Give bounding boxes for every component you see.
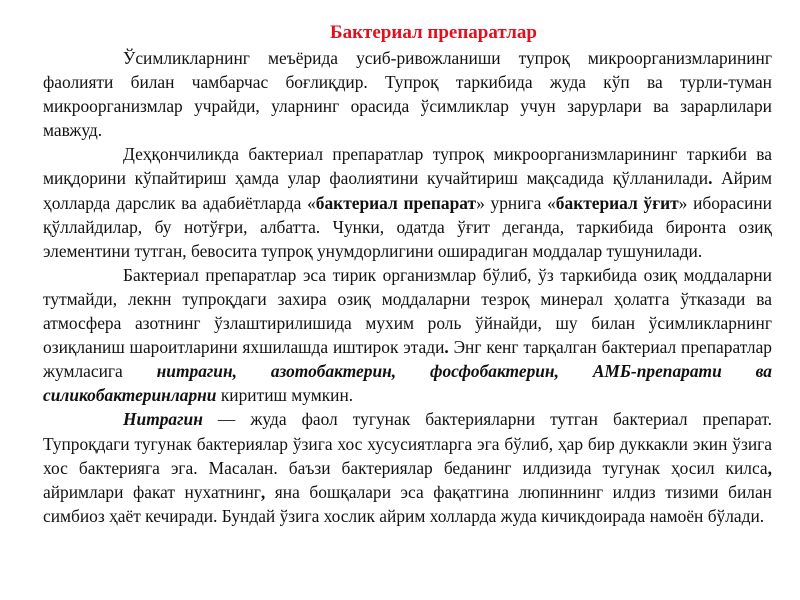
p4-bold-comma-1: , xyxy=(767,457,772,478)
paragraph-1 xyxy=(43,46,772,142)
p2-text-3: » урнига « xyxy=(476,192,556,213)
page-title: Бактериал препаратлар xyxy=(330,22,537,43)
p4-text-1: — жуда фаол тугунак бактерияларни тутган бактериал препарат. Тупроқдаги тугунак бактериялар ўзига хос хусусиятларга эга бўлиб, ҳар бир дуккакли экин ўзига хос бактерияга эга. Масалан. баъзи бактериялар беданинг илдизида тугунак ҳосил килса xyxy=(43,409,772,478)
p3-text-3: киритиш мумкин. xyxy=(216,385,354,406)
p4-text-3: яна бошқалари эса фақатгина люпиннинг илдиз тизими билан симбиоз ҳаёт кечиради. Бундай ўзига хослик айрим холларда жуда кичикдоирада намоён бўлади. xyxy=(43,481,772,526)
p4-text-2: айримлари факат нухатнинг xyxy=(43,481,261,502)
p2-text-2: Айрим ҳолларда дарслик ва адабиётларда « xyxy=(43,168,772,213)
p3-text-2: Энг кенг тарқалган бактериал препаратлар жумласига xyxy=(43,337,772,382)
p3-preparation-list: нитрагин, азотобактерин, фосфобактерин, АМБ-препарати ва силикобактеринларни xyxy=(43,361,772,406)
p4-bold-comma-2: , xyxy=(260,481,266,502)
p2-bold-term-1: бактериал препарат xyxy=(315,192,477,213)
paragraph-2 xyxy=(43,142,772,262)
paragraph-4 xyxy=(43,407,772,527)
p4-term-nitragin: Нитрагин xyxy=(123,409,203,430)
p2-bold-period: . xyxy=(708,168,713,189)
p2-bold-term-2: бактериал ўғит xyxy=(555,192,679,213)
p2-text-1: Деҳқончиликда бактериал препаратлар тупроқ микроорганизмларининг таркиби ва миқдорини кўпайтириш ҳамда улар фаолиятини кучайтириш мақсадида қўлланилади xyxy=(43,144,772,189)
paragraph-1-text: Ўсимликларнинг меъёрида усиб-ривожланиши тупроқ микроорганизмларининг фаолияти билан чамбарчас боғлиқдир. Тупроқ таркибида жуда кўп ва турли-туман микроорганизмлар учрайди, уларнинг орасида ўсимликлар учун зарурлари ва зарарлилари мавжуд. xyxy=(43,48,772,141)
paragraph-3 xyxy=(43,263,772,408)
p2-text-4: » иборасини қўллайдилар, бу нотўғри, албатта. Чунки, одатда ўғит деганда, таркибида биронта озиқ элементини тутган, бевосита тупроқ унумдорлигини оширадиган моддалар тушунилади. xyxy=(43,192,772,261)
p3-bold-period: . xyxy=(444,337,449,358)
p3-text-1: Бактериал препаратлар эса тирик организмлар бўлиб, ўз таркибида озиқ моддаларни тутмайди, лекнн тупроқдаги захира озиқ моддаларни тезроқ минерал ҳолатга ўтказади ва атмосфера азотнинг ўзлаштирилишида мухим роль ўйнайди, шу билан ўсимликларнинг озиқланиш шароитларини яхшилашда иштирок этади xyxy=(43,264,772,358)
